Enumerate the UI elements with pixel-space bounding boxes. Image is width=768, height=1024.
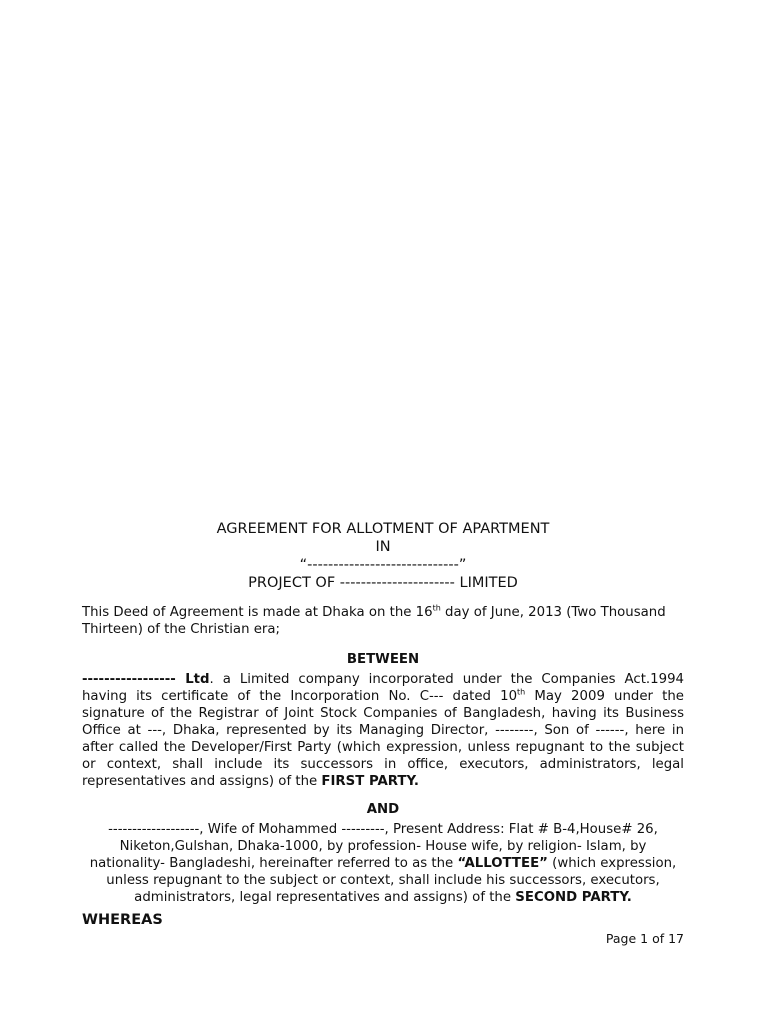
title-line-1: AGREEMENT FOR ALLOTMENT OF APARTMENT — [216, 521, 550, 537]
and-heading: AND — [366, 802, 400, 817]
first-party-text-2: May 2009 under the signature of the Registrar of Joint Stock Companies of Bangladesh, having its Business Office at ---, Dhaka, represented by its Managing Director, --------, Son of ------, here in after called the Developer/First Party (which expression, unless repugnant to the subject or context, shall include its successors in office, executors, administrators, legal representatives and assigns) of the — [82, 689, 684, 789]
first-party-label: FIRST PARTY. — [321, 774, 419, 789]
intro-paragraph — [82, 604, 684, 638]
second-party-text-2: (which expression, unless repugnant to the subject or context, shall include his successors, executors, administrators, legal representatives and assigns) of the — [106, 856, 677, 905]
first-party-date-suffix: th — [517, 687, 526, 697]
page-number: Page 1 of 17 — [605, 931, 684, 946]
second-party-paragraph — [82, 821, 684, 906]
intro-text-end: day of June, 2013 (Two Thousand Thirteen) of the Christian era; — [82, 605, 666, 637]
intro-text-start: This Deed of Agreement is made at Dhaka on the 16 — [82, 605, 433, 620]
title-line-2: IN — [375, 539, 391, 555]
allottee-term: “ALLOTTEE” — [457, 856, 548, 871]
intro-date-suffix: th — [432, 603, 441, 613]
first-party-company: ----------------- Ltd — [82, 672, 210, 687]
whereas-heading: WHEREAS — [82, 912, 163, 928]
agreement-title — [82, 520, 684, 592]
second-party-label: SECOND PARTY. — [515, 890, 632, 905]
second-party-text-1: -------------------, Wife of Mohammed ---------, Present Address: Flat # B-4,House# 26, Niketon,Gulshan, Dhaka-1000, by profession- House wife, by religion- Islam, by nationality- Bangladeshi, hereinafter referred to as the — [89, 822, 658, 871]
title-line-4: PROJECT OF ---------------------- LIMITED — [248, 575, 518, 591]
first-party-paragraph — [82, 671, 684, 790]
title-line-3: “-----------------------------” — [299, 557, 467, 573]
first-party-text-1: . a Limited company incorporated under the Companies Act.1994 having its certificate of the Incorporation No. C--- dated 10 — [82, 672, 685, 704]
between-heading: BETWEEN — [346, 652, 420, 667]
